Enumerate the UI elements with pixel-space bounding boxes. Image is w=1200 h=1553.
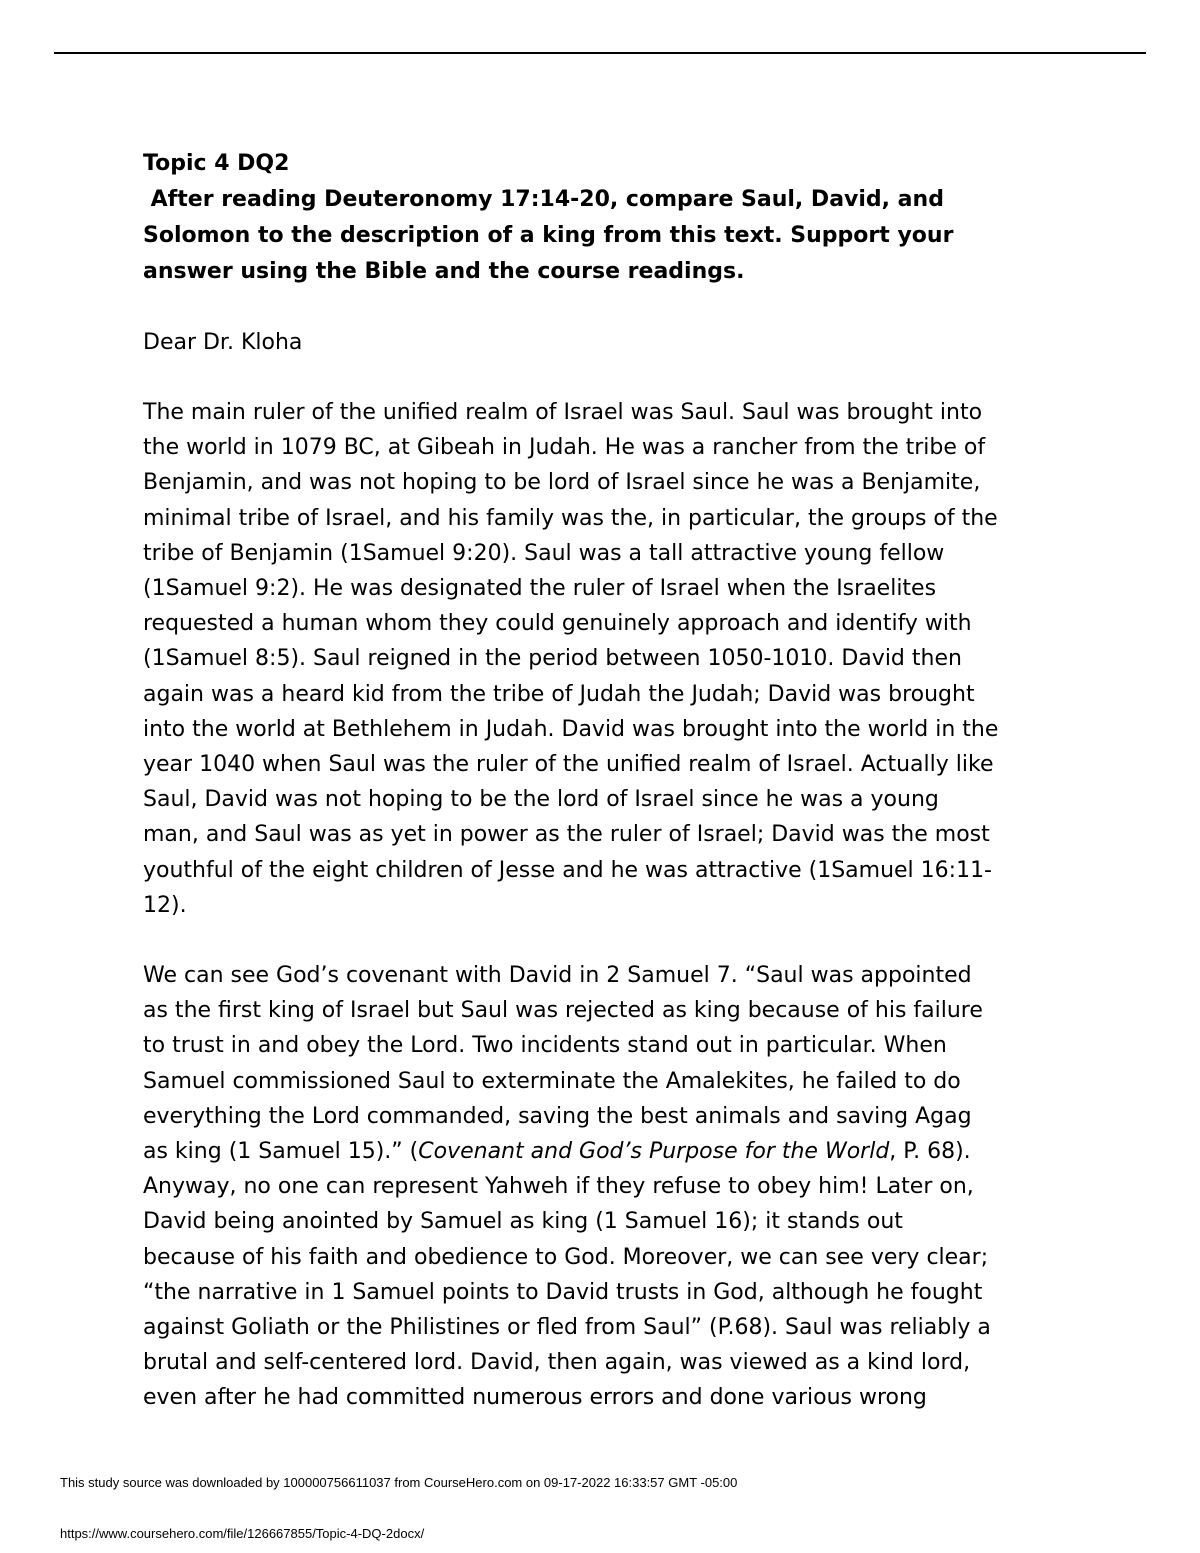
text-line: Saul, David was not hoping to be the lord of Israel since he was a young	[143, 787, 939, 813]
text-line: David being anointed by Samuel as king (1 Samuel 16); it stands out	[143, 1209, 903, 1235]
text-line: youthful of the eight children of Jesse and he was attractive (1Samuel 16:11-	[143, 857, 992, 883]
question-line-3: answer using the Bible and the course readings.	[143, 259, 745, 284]
text-line: (1Samuel 8:5). Saul reigned in the period between 1050-1010. David then	[143, 646, 962, 672]
text-line: “the narrative in 1 Samuel points to David trusts in God, although he fought	[143, 1279, 983, 1305]
text-line: We can see God’s covenant with David in 2 Samuel 7. “Saul was appointed	[143, 963, 972, 989]
text-line: even after he had committed numerous errors and done various wrong	[143, 1385, 927, 1411]
text-line: Anyway, no one can represent Yahweh if they refuse to obey him! Later on,	[143, 1174, 974, 1200]
paragraph-2	[143, 958, 1073, 1416]
citation-suffix: , P. 68).	[889, 1139, 971, 1165]
text-line: again was a heard kid from the tribe of Judah the Judah; David was brought	[143, 681, 975, 707]
text-line: The main ruler of the unified realm of Israel was Saul. Saul was brought into	[143, 400, 983, 425]
document-body	[143, 146, 1073, 1416]
document-title: Topic 4 DQ2	[143, 151, 290, 176]
text-line: everything the Lord commanded, saving the best animals and saving Agag	[143, 1103, 972, 1129]
text-line: tribe of Benjamin (1Samuel 9:20). Saul was a tall attractive young fellow	[143, 540, 945, 566]
citation-line	[143, 1134, 1073, 1169]
text-line: Samuel commissioned Saul to exterminate the Amalekites, he failed to do	[143, 1068, 961, 1094]
paragraph-1	[143, 395, 1073, 923]
text-line: man, and Saul was as yet in power as the ruler of Israel; David was the most	[143, 822, 990, 848]
text-line: because of his faith and obedience to God. Moreover, we can see very clear;	[143, 1244, 989, 1270]
text-line: the world in 1079 BC, at Gibeah in Judah. He was a rancher from the tribe of	[143, 435, 986, 461]
salutation: Dear Dr. Kloha	[143, 330, 303, 355]
text-line: (1Samuel 9:2). He was designated the ruler of Israel when the Israelites	[143, 576, 937, 602]
citation-prefix: as king (1 Samuel 15).” (	[143, 1139, 419, 1165]
source-url[interactable]: https://www.coursehero.com/file/126667855/Topic-4-DQ-2docx/	[60, 1526, 425, 1541]
text-line: 12).	[143, 892, 187, 918]
text-line: Benjamin, and was not hoping to be lord of Israel since he was a Benjamite,	[143, 470, 981, 496]
text-line: as the first king of Israel but Saul was rejected as king because of his failure	[143, 998, 983, 1024]
text-line: minimal tribe of Israel, and his family was the, in particular, the groups of the	[143, 505, 998, 531]
text-line: requested a human whom they could genuinely approach and identify with	[143, 611, 972, 637]
book-title: Covenant and God’s Purpose for the World	[418, 1139, 890, 1165]
download-source-note: This study source was downloaded by 100000756611037 from CourseHero.com on 09-17-2022 16:33:57 GMT -05:00	[60, 1475, 738, 1490]
text-line: against Goliath or the Philistines or fled from Saul” (P.68). Saul was reliably a	[143, 1315, 991, 1341]
text-line: brutal and self-centered lord. David, then again, was viewed as a kind lord,	[143, 1350, 971, 1376]
text-line: year 1040 when Saul was the ruler of the unified realm of Israel. Actually like	[143, 752, 994, 778]
question-line-2: Solomon to the description of a king from this text. Support your	[143, 223, 954, 248]
text-line: into the world at Bethlehem in Judah. David was brought into the world in the	[143, 716, 999, 742]
text-line: to trust in and obey the Lord. Two incidents stand out in particular. When	[143, 1033, 947, 1059]
question-line-1: After reading Deuteronomy 17:14-20, compare Saul, David, and	[143, 187, 944, 212]
top-rule	[54, 52, 1146, 54]
